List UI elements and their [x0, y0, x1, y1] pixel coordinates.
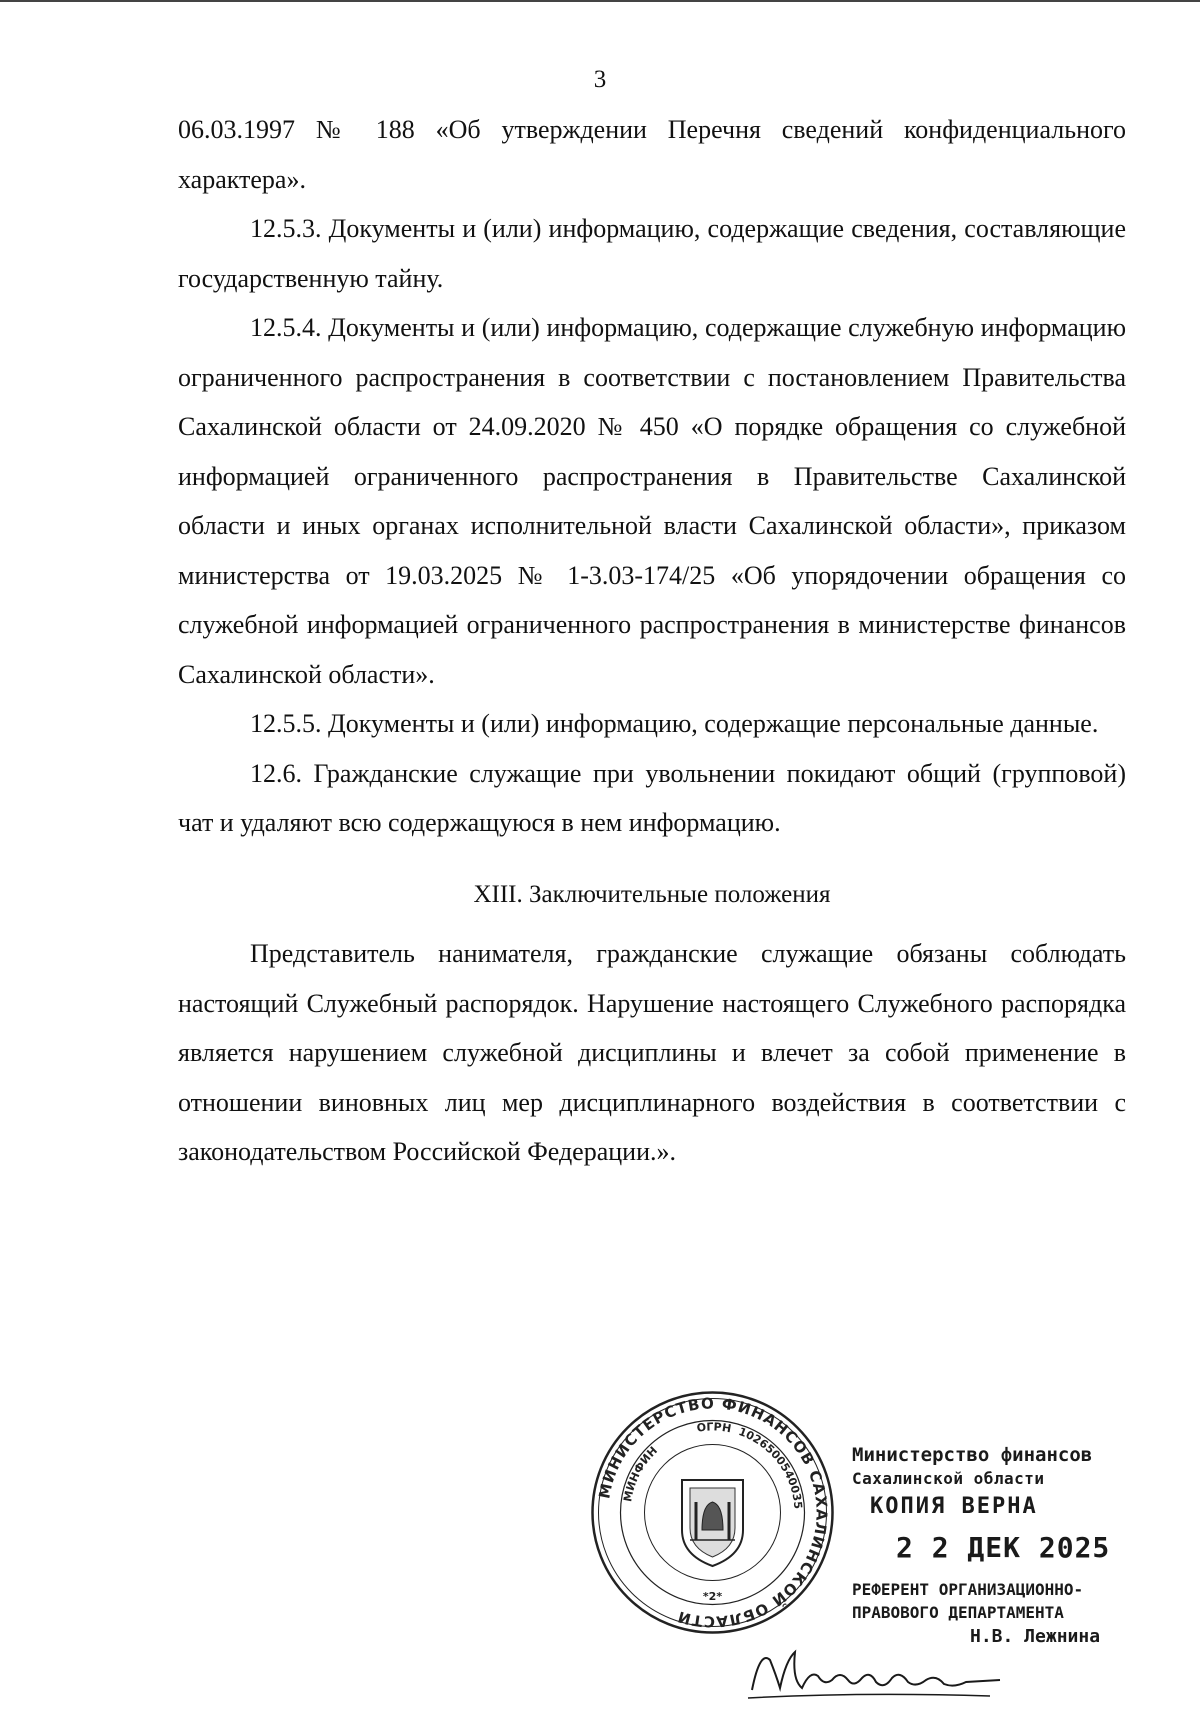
cert-date: 2 2 ДЕК 2025 — [896, 1531, 1111, 1564]
cert-org-line1: Министерство финансов — [852, 1444, 1093, 1466]
section-heading: XIII. Заключительные положения — [473, 880, 831, 908]
paragraph-12-5-4: 12.5.4. Документы и (или) информацию, содержащие служебную информацию ограниченного распространения в соответствии с постановлением Правительства Сахалинской области от 24.09.2020 № 450 «О порядке обращения со служебной информацией ограниченного распространения в Правительстве Сахалинской области и иных органах исполнительной власти Сахалинской области», приказом министерства от 19.03.2025 № 1-3.03-174/25 «Об упорядочении обращения со служебной информацией ограниченного распространения в министерстве финансов Сахалинской области». — [178, 313, 1126, 689]
handwritten-signature — [740, 1630, 1060, 1710]
seal-ogrn-number: 1026500540035 — [736, 1425, 805, 1510]
coat-of-arms-icon — [682, 1480, 743, 1566]
cert-name: Н.В. Лежнина — [970, 1626, 1101, 1647]
final-paragraph: Представитель нанимателя, гражданские служащие обязаны соблюдать настоящий Служебный распорядок. Нарушение настоящего Служебного распорядка является нарушением служебной дисциплины и влечет за собой применение в отношении виновных лиц мер дисциплинарного воздействия в соответствии с законодательством Российской Федерации.». — [178, 939, 1126, 1166]
top-border — [0, 0, 1200, 2]
certification-area — [590, 1390, 1200, 1717]
paragraph-12-6: 12.6. Гражданские служащие при увольнении покидают общий (групповой) чат и удаляют всю содержащуюся в нем информацию. — [178, 758, 1126, 837]
paragraph-12-5-5: 12.5.5. Документы и (или) информацию, содержащие персональные данные. — [250, 709, 1099, 738]
page-number: 3 — [593, 66, 607, 93]
seal-inner-text: МИНФИН — [621, 1444, 660, 1503]
cert-position-line2: ПРАВОВОГО ДЕПАРТАМЕНТА — [852, 1603, 1064, 1622]
seal-bottom-mark: *2* — [702, 1590, 723, 1603]
paragraph-continuation: 06.03.1997 № 188 «Об утверждении Перечня сведений конфиденциального характера». — [178, 115, 1126, 194]
certification-stamp — [852, 1444, 1192, 1647]
cert-copy-label: КОПИЯ ВЕРНА — [870, 1494, 1038, 1519]
cert-org-line2: Сахалинской области — [852, 1469, 1045, 1488]
seal-outer-text: МИНИСТЕРСТВО ФИНАНСОВ САХАЛИНСКОЙ ОБЛАСТИ — [595, 1394, 831, 1631]
document-body — [178, 105, 1126, 1177]
cert-position-line1: РЕФЕРЕНТ ОРГАНИЗАЦИОННО- — [852, 1580, 1084, 1599]
paragraph-12-5-3: 12.5.3. Документы и (или) информацию, содержащие сведения, составляющие государственную тайну. — [178, 214, 1126, 293]
official-seal — [590, 1390, 835, 1635]
seal-ogrn-label: ОГРН — [695, 1420, 733, 1436]
